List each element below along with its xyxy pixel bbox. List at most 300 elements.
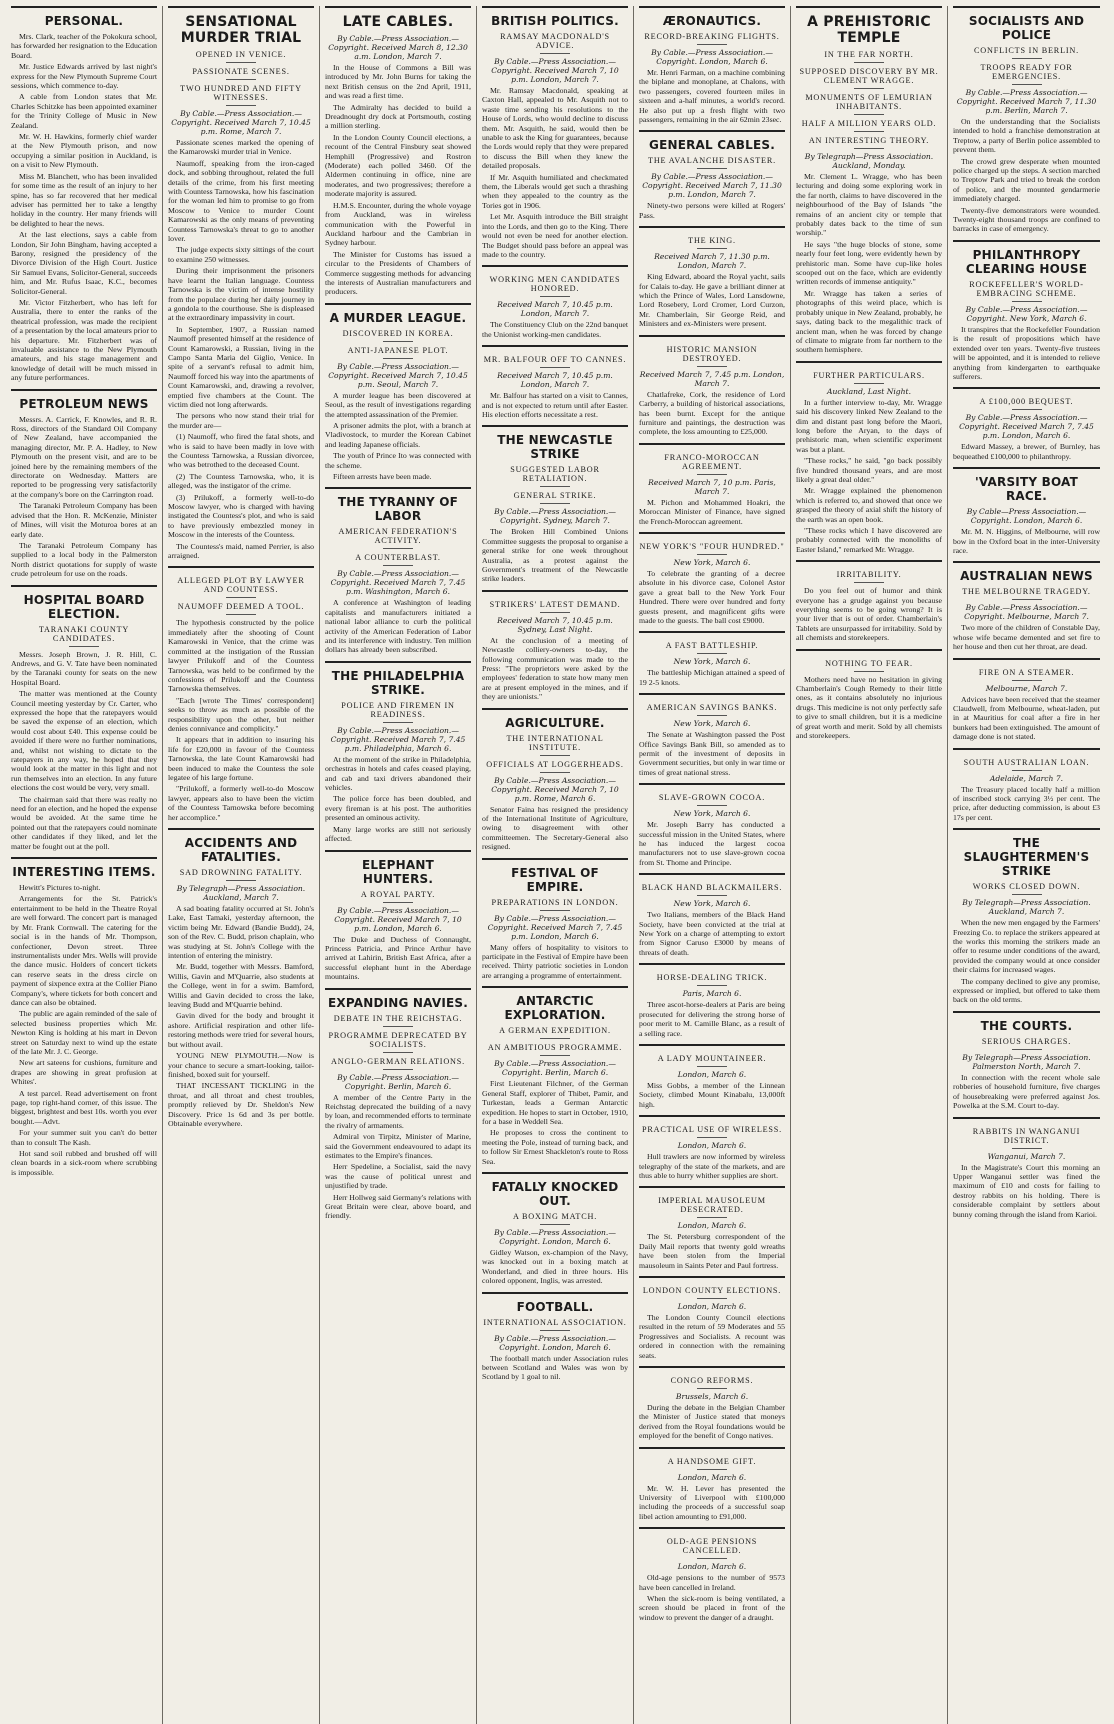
subheading-rule: [540, 1038, 570, 1039]
article-subheading: OPENED IN VENICE.: [195, 50, 287, 59]
dateline: Received March 7, 10 p.m. Paris, March 7.: [648, 477, 776, 496]
article-paragraph: The Minister for Customs has issued a circular to the Presidents of Chambers of Commerce suggesting methods for advancing the interests of Australian manufacturers and producers.: [325, 249, 471, 297]
article-paragraph: The London County Council elections resulted in the return of 59 Moderates and 55 Progressives and Socialists. A recount was ordered in connection with the remaining seats.: [639, 1312, 785, 1360]
column-1: [6, 6, 163, 1724]
article: [325, 850, 471, 982]
subheading-rule: [226, 62, 256, 63]
dateline: New York, March 6.: [673, 899, 751, 909]
article-paragraph: (3) Prilukoff, a formerly well-to-do Moscow lawyer, who is charged with having instigated the Countess's plot, and who is said to have previously embezzled money in Moscow in the interests of the Countess.: [168, 492, 314, 540]
article-heading: AUSTRALIAN NEWS: [960, 569, 1093, 584]
subheading-rule: [697, 1298, 727, 1299]
dateline: Received March 7, 10.45 p.m. London, March 7.: [497, 300, 613, 319]
subheading-rule: [1012, 301, 1042, 302]
article-paragraph: The company declined to give any promise, expressed or implied, but offered to take them back on the old terms.: [953, 976, 1100, 1005]
subheading-rule: [540, 1055, 570, 1056]
article-paragraph: The hypothesis constructed by the police immediately after the shooting of Count Kamarowski in Venice, that the crime was committed at the instigation of the Russian lawyer Prilukoff and of the Countess Tarnowska, was held to be confirmed by the confessions of Prilukoff and the Countess Tarnowska themselves.: [168, 618, 314, 694]
article-paragraph: The chairman said that there was really no need for an election, and he hoped the expense would be avoided. At the same time he pointed out that the ratepayers could nominate other candidates if they liked, and let the matter be fought out at the poll.: [11, 794, 157, 851]
article-paragraph: A murder league has been discovered at Seoul, as the result of investigations regarding the attempted assassination of the Premier.: [325, 390, 471, 419]
article-paragraph: The judge expects sixty sittings of the court to examine 250 witnesses.: [168, 245, 314, 264]
article-paragraph: In connection with the recent whole sale robberies of household furniture, five charges of housebreaking were preferred against Jos. Powelka at the S.M. Court to-day.: [953, 1072, 1100, 1111]
article: [639, 693, 785, 777]
article-paragraph: It appears that in addition to insuring his life for £20,000 in favour of the Countess Tarnowska, the late Count Kamarowski had been induced to make the Countess the sole legatee of his large fortune.: [168, 735, 314, 782]
article-subheading: PRACTICAL USE OF WIRELESS.: [642, 1125, 782, 1135]
subheading-rule: [226, 105, 256, 106]
article-paragraph: The youth of Prince Ito was connected with the scheme.: [325, 451, 471, 470]
article-subheading: A HANDSOME GIFT.: [667, 1456, 757, 1466]
dateline: By Cable.—Press Association.—Copyright. Received March 7, 11.30 p.m. Berlin, March 7.: [956, 88, 1097, 115]
article-subheading: IMPERIAL MAUSOLEUM DESECRATED.: [658, 1196, 766, 1215]
article-paragraph: The Senate at Washington passed the Post Office Savings Bank Bill, so amended as to permit of the investment of deposits in Government securities, but only in war time or times of great national stress.: [639, 730, 785, 777]
article-paragraph: When the new men engaged by the Farmers' Freezing Co. to replace the strikers appeared at the works this morning the strikers made an offer to resume under conditions of the award, provided the company would at once consider their claims for increased wages.: [953, 918, 1100, 975]
article: [325, 303, 471, 482]
column-7: [948, 6, 1105, 1724]
dateline: Melbourne, March 7.: [985, 683, 1068, 693]
article-subheading: SERIOUS CHARGES.: [981, 1036, 1072, 1046]
article-subheading: INTERNATIONAL ASSOCIATION.: [483, 1317, 627, 1327]
article-paragraph: A test parcel. Read advertisement on front page, top right-hand corner, of this issue. The biggest, brightest and best 10s. worth you ever bought.—Advt.: [11, 1088, 157, 1126]
dateline: Received March 7, 7.45 p.m. London, March 7.: [639, 369, 785, 388]
article: [953, 387, 1100, 461]
article-paragraph: Hot sand soil rubbed and brushed off will clean boards in a sick-room where scrubbing is impossible.: [11, 1149, 157, 1177]
dateline: By Cable.—Press Association.—Copyright. Melbourne, March 7.: [964, 603, 1089, 622]
article-paragraph: Advices have been received that the steamer Claudwell, from Melbourne, wheat-laden, put in at Mauritius for coal after a fire in her bunkers had been extinguished. The amount of damage done is not stated.: [953, 694, 1100, 742]
subheading-rule: [383, 1052, 413, 1053]
article-subheading: LONDON COUNTY ELECTIONS.: [642, 1285, 782, 1295]
article-heading: A PREHISTORIC TEMPLE: [807, 14, 931, 46]
subheading-rule: [383, 565, 413, 566]
subheading-rule: [69, 646, 99, 647]
dateline: By Cable.—Press Association.—Copyright. Received March 7, 10 p.m. London, March 6.: [334, 905, 462, 933]
article: [639, 631, 785, 687]
article-subheading: A BOXING MATCH.: [512, 1211, 598, 1221]
article-paragraph: For your summer suit you can't do better than to consult The Kash.: [11, 1128, 157, 1147]
article-subheading: OFFICIALS AT LOGGERHEADS.: [486, 759, 624, 769]
dateline: By Cable.—Press Association.—Copyright. Received March 7, 7.45 p.m. Philadelphia, March 6.: [330, 725, 466, 753]
article-heading: THE TYRANNY OF LABOR: [337, 495, 459, 524]
article-subheading: THE KING.: [688, 236, 736, 246]
article-subheading: CONGO REFORMS.: [670, 1376, 754, 1385]
article-paragraph: Mr. Wragge has taken a series of photographs of this weird place, which is probably unique in New Zealand, probably, he says, dating back to the megalithic track of ancient man, when he was forced by change of climate to migrate from far northern to the southern hemisphere.: [796, 288, 942, 355]
subheading-rule: [383, 722, 413, 723]
article: [482, 6, 628, 259]
subheading-rule: [383, 341, 413, 342]
article-subheading: PASSIONATE SCENES.: [192, 67, 290, 76]
subheading-rule: [697, 1066, 727, 1067]
article-paragraph: Mrs. Clark, teacher of the Pokokura school, has forwarded her resignation to the Education Board.: [11, 32, 157, 60]
column-6: [791, 6, 948, 1724]
article-paragraph: Messrs. Joseph Brown, J. R. Hill, C. Andrews, and G. V. Tate have been nominated by the Taranaki county for seats on the new Hospital Board.: [11, 649, 157, 687]
article-heading: INTERESTING ITEMS.: [12, 865, 156, 880]
article-subheading: POLICE AND FIREMEN IN READINESS.: [341, 700, 455, 719]
article: [953, 467, 1100, 555]
article-subheading: MR. BALFOUR OFF TO CANNES.: [483, 355, 627, 365]
article: [953, 6, 1100, 234]
dateline: By Telegraph—Press Association. Auckland, Monday.: [804, 152, 934, 170]
subheading-rule: [1012, 1148, 1042, 1149]
subheading-rule: [226, 880, 256, 881]
article-paragraph: The Countess's maid, named Perrier, is also arraigned.: [168, 541, 314, 561]
dateline: London, March 6.: [677, 1141, 747, 1151]
article-subheading: AN INTERESTING THEORY.: [808, 136, 930, 145]
dateline: By Cable—Press Association.—Copyright. London, March 6.: [966, 507, 1087, 526]
article-subheading: TWO HUNDRED AND FIFTY WITNESSES.: [180, 84, 302, 102]
article-heading: PHILANTHROPY CLEARING HOUSE: [965, 247, 1088, 276]
subheading-rule: [540, 503, 570, 504]
article-paragraph: Mr. Ramsay Macdonald, speaking at Caxton Hall, appealed to Mr. Asquith not to waste time sending his resolutions to the House of Lords, who would decline to discuss them. Mr. Asquith, he said, would then be unable to ask the King for guarantees, because the Lords would reply that they were prepared to discuss the Bill when they knew the detailed proposals.: [482, 86, 628, 171]
article-paragraph: Fifteen arrests have been made.: [333, 472, 432, 481]
subheading-rule: [1012, 894, 1042, 895]
article-paragraph: New art sateens for cushions, furniture and drapes are showing in great profusion at Whites'.: [11, 1058, 157, 1087]
dateline: By Cable.—Press Association.—Copyright. London, March 6.: [651, 48, 773, 66]
article: [639, 1447, 785, 1522]
article: [325, 487, 471, 654]
article-heading: HOSPITAL BOARD ELECTION.: [23, 592, 145, 621]
article-subheading: THE AVALANCHE DISASTER.: [648, 156, 776, 166]
article-paragraph: To celebrate the granting of a decree absolute in his divorce case, Colonel Astor gave a great ball to the New York Four Hundred. There were over hundred and forty guests present, and magnificent gifts were made to the guests. The ball cost £9000.: [639, 568, 785, 625]
article-paragraph: Naumoff, speaking from the iron-caged dock, and sobbing throughout, related the full details of the crime, from his first meeting with Countess Tarnowska, how his fascination for the woman led him to promise to go from Moscow to Venice to murder Count Kamarowski as the only means of preventing Countess Tarnowska's threat to go to another lover.: [168, 158, 314, 244]
article-heading: FATALLY KNOCKED OUT.: [491, 1179, 619, 1208]
dateline: Received March 7, 11.30 p.m. London, March 7.: [654, 252, 770, 271]
article: [482, 590, 628, 702]
article-subheading: FIRE ON A STEAMER.: [978, 667, 1075, 677]
article: [796, 361, 942, 555]
subheading-rule: [540, 486, 570, 487]
subheading-rule: [383, 548, 413, 549]
article-heading: AGRICULTURE.: [505, 715, 605, 730]
dateline: By Telegraph—Press Association. Auckland, March 7.: [176, 884, 306, 902]
subheading-rule: [1012, 680, 1042, 681]
article-paragraph: In the London County Council elections, a recount of the Central Finsbury seat showed Hemphill (Progressive) and Rostron (Moderate) each polled 3460. Of the Aldermen continuing in office, nine are moderates, and two progressives; therefore a moderate majority is assured.: [325, 132, 471, 199]
article-subheading: THE INTERNATIONAL INSTITUTE.: [506, 733, 604, 752]
article-heading: THE COURTS.: [980, 1018, 1073, 1033]
article-paragraph: The football match under Association rules between Scotland and Wales was won by Scotland by 1 goal to nil.: [482, 1353, 628, 1382]
article-heading: PERSONAL.: [44, 14, 124, 28]
article: [639, 532, 785, 625]
subheading-rule: [697, 1137, 727, 1138]
article: [639, 1115, 785, 1180]
article-paragraph: King Edward, aboard the Royal yacht, sails for Calais to-day. He gave a brilliant dinner at which the Prince of Wales, Lord Lansdowne, Lord Rosebery, Lord Cromer, Lord Curzon, Mr. Chamberlain, Sir George Reid, and Ministers and ex-Ministers were present.: [639, 272, 785, 329]
subheading-rule: [854, 131, 884, 132]
article: [639, 873, 785, 957]
article: [482, 986, 628, 1166]
article-subheading: PREPARATIONS IN LONDON.: [491, 897, 619, 907]
dateline: London, March 6.: [677, 1069, 747, 1079]
article: [325, 988, 471, 1221]
article-paragraph: Gavin dived for the body and brought it ashore. Artificial respiration and other life-restoring methods were tried for several hours, but without avail.: [168, 1011, 314, 1049]
article-paragraph: Hewitt's Pictures to-night.: [19, 883, 101, 893]
dateline: By Telegraph—Press Association. Auckland, March 7.: [962, 898, 1091, 917]
article-paragraph: (2) The Countess Tarnowska, who, it is alleged, was the instigator of the crime.: [168, 471, 314, 491]
article-heading: SENSATIONAL MURDER TRIAL: [180, 14, 302, 46]
dateline: By Cable.—Press Association.—Copyright. London, March 6.: [494, 1333, 616, 1352]
subheading-rule: [1012, 409, 1042, 410]
article-subheading: SOUTH AUSTRALIAN LOAN.: [963, 757, 1090, 767]
article-heading: SOCIALISTS AND POLICE: [968, 14, 1085, 42]
article-paragraph: Mr. Budd, together with Messrs. Bamford, Willis, Gavin and M'Quarrie, also students at the College, went in for a swim. Bamford, Willis and Gavin decided to cross the lake, leaving Budd and M'Quarrie behind.: [168, 962, 314, 1010]
dateline: By Cable.—Press Association.—Copyright. Berlin, March 6.: [337, 1072, 459, 1091]
article-paragraph: The Duke and Duchess of Connaught, Princess Patricia, and Prince Arthur have arrived at Lahirin, British East Africa, after a successful elephant hunt in the Aberdage mountains.: [325, 934, 471, 982]
article: [953, 828, 1100, 1005]
article: [796, 6, 942, 355]
article-subheading: FURTHER PARTICULARS.: [813, 370, 925, 380]
article-paragraph: The public are again reminded of the sale of selected business properties which Mr. Newton King is holding at his mart in Devon street on Saturday next to wind up the estate of the late Mr. J. C. George.: [11, 1009, 157, 1056]
article-paragraph: During the debate in the Belgian Chamber the Minister of Justice stated that moneys derived from the Royal foundations would be employed for the benefit of Congo natives.: [639, 1403, 785, 1441]
article-paragraph: Edward Massey, a brewer, of Burnley, has bequeathed £100,000 to philanthropy.: [953, 442, 1100, 461]
article-subheading: TROOPS READY FOR EMERGENCIES.: [980, 63, 1073, 81]
article: [168, 6, 314, 560]
article-subheading: HALF A MILLION YEARS OLD.: [801, 119, 937, 128]
article-paragraph: A sad boating fatality occurred at St. John's Lake, East Tamaki, yesterday afternoon, the victim being Mr. Edward (Bandie Budd), 24, son of the Rev. C. Budd, prison chaplain, who was studying at St. John's College with the intention of entering the ministry.: [168, 904, 314, 961]
article-subheading: TARANAKI COUNTY CANDIDATES.: [38, 624, 130, 643]
article: [482, 1172, 628, 1286]
article-subheading: ANGLO-GERMAN RELATIONS.: [331, 1056, 465, 1066]
article-paragraph: Mr. Wragge explained the phenomenon which is referred to, and showed that once we grasped the theory of axial shift the history of the earth was an open book.: [796, 486, 942, 524]
subheading-rule: [854, 383, 884, 384]
article-paragraph: Miss M. Blanchett, who has been invalided for some time as the result of an injury to her spine, has so far recovered that her medical adviser has permitted her to take a lengthy holiday in the country. Her many friends will be delighted to hear the news.: [11, 171, 157, 228]
article: [639, 443, 785, 526]
article-paragraph: YOUNG NEW PLYMOUTH.—Now is your chance to secure a smart-looking, tailor-finished, boxed suit for yourself.: [168, 1051, 314, 1079]
subheading-rule: [697, 168, 727, 169]
dateline: New York, March 6.: [673, 657, 751, 667]
article-paragraph: Mr. W. H. Hawkins, formerly chief warder at the New Plymouth prison, and now occupying a similar position in Auckland, is on a visit to New Plymouth.: [11, 132, 157, 170]
article: [639, 1527, 785, 1622]
article-paragraph: At the last elections, says a cable from London, Sir John Bingham, having accepted a Barony, resigned the presidency of the Divorce Division of the High Court. Justice Sir Samuel Evans, Solicitor-General, succeeds him, and Mr. Rufus Isaac, K.C., becomes Solicitor-General.: [11, 230, 157, 296]
subheading-rule: [697, 1388, 727, 1389]
subheading-rule: [697, 474, 727, 475]
article-paragraph: First Lieutenant Filchner, of the German General Staff, explorer of Thibet, Pamir, and Turkestan, leads a German Antarctic expedition. He hopes to start in October, 1910, for a base in Weddell Sea.: [482, 1079, 628, 1126]
article: [953, 240, 1100, 381]
subheading-rule: [854, 148, 884, 149]
article-paragraph: Passionate scenes marked the opening of the Kamarowski murder trial in Venice.: [168, 138, 314, 157]
article-paragraph: Miss Gobbs, a member of the Linnean Society, climbed Mount Kinabalu, 13,000ft high.: [639, 1080, 785, 1109]
article-paragraph: A prisoner admits the plot, with a branch at Vladivostock, to murder the Korean Cabinet and leading Japanese officials.: [325, 420, 471, 449]
article-paragraph: During their imprisonment the prisoners have learnt the Italian language. Countess Tarnowska is the victim of intense hostility from the populace during her daily journey in a gondola to the courthouse. She is displeased at the extraordinary impassivity in court.: [168, 266, 314, 323]
subheading-rule: [540, 367, 570, 368]
subheading-rule: [1012, 58, 1042, 59]
article-subheading: GENERAL STRIKE.: [513, 491, 597, 501]
subheading-rule: [854, 671, 884, 672]
article: [11, 6, 157, 383]
article-paragraph: Arrangements for the St. Patrick's entertainment to be held in the Theatre Royal are well forward. The concert part is managed by Mr. Frank Cornwall. The catering for the social is in the hands of Mr. Thompson, confectioner, Devon street. Three instrumentalists under Mrs. Wells will provide the dance music. Holders of concert tickets can reserve seats in the dress circle on payment of sixpence extra at the Collier Piano Company's, where tickets for both concert and dance can also be obtained.: [11, 894, 157, 1007]
article: [953, 1011, 1100, 1111]
article-paragraph: A conference at Washington of leading capitalists and manufacturers initiated a national labor alliance to curb the political activity of the American Federation of Labor and its interference with industry. Ten million dollars has already been subscribed.: [325, 598, 471, 655]
article: [953, 658, 1100, 742]
subheading-rule: [1012, 1049, 1042, 1050]
subheading-rule: [540, 53, 570, 54]
article-paragraph: Gidley Watson, ex-champion of the Navy, was knocked out in a boxing match at Wonderland, and died in three hours. His colored opponent, Inglis, was arrested.: [482, 1247, 628, 1286]
article-subheading: PROGRAMME DEPRECATED BY SOCIALISTS.: [328, 1030, 468, 1049]
article: [639, 6, 785, 124]
article-paragraph: "These rocks which I have discovered are probably connected with the monoliths of Easter Island," remarked Mr. Wragge.: [796, 526, 942, 554]
dateline: Brussels, March 6.: [675, 1392, 749, 1401]
article: [11, 585, 157, 852]
article: [482, 1292, 628, 1382]
article-subheading: RECORD-BREAKING FLIGHTS.: [644, 32, 780, 41]
article-paragraph: Three ascot-horse-dealers at Paris are being prosecuted for delivering the strong horse of poor merit to M. Camille Blanc, as a result of a selling race.: [639, 1000, 785, 1038]
article-paragraph: On the understanding that the Socialists intended to hold a franchise demonstration at Treptow, a party of Berlin police assembled to prevent them.: [953, 117, 1100, 155]
article-subheading: IRRITABILITY.: [836, 570, 902, 580]
article-paragraph: Mr. Victor Fitzherbert, who has left for Australia, there to enter the ranks of the theatrical profession, was made the recipient of a presentation by the local amateurs prior to his departure. Mr. Fitzherbert was of invaluable assistance to the New Plymouth amateurs, and his stage management and knowledge of detail will be much missed in any future performances.: [11, 297, 157, 383]
subheading-rule: [697, 805, 727, 806]
article-subheading: AN AMBITIOUS PROGRAMME.: [487, 1043, 623, 1053]
dateline: By Cable.—Press Association.—Copyright. Received March 7, 7.45 p.m. Washington, March 6.: [330, 569, 466, 597]
article-heading: GENERAL CABLES.: [649, 138, 775, 153]
article-subheading: SAD DROWNING FATALITY.: [179, 868, 303, 877]
article-paragraph: Two Italians, members of the Black Hand Society, have been convicted at the trial at New York on a charge of attempting to extort from Signor Caruso £3000 by means of threats of death.: [639, 910, 785, 957]
article-subheading: A COUNTERBLAST.: [355, 553, 441, 563]
article-subheading: NOTHING TO FEAR.: [825, 658, 913, 668]
dateline: By Cable.—Press Association.—Copyright. Received March 8, 12.30 a.m. London, March 7.: [328, 34, 468, 61]
article-heading: ELEPHANT HUNTERS.: [362, 857, 434, 886]
article-paragraph: A member of the Centre Party in the Reichstag deprecated the building of a navy by loan, and recommended efforts to terminate the rivalry of armaments.: [325, 1092, 471, 1130]
subheading-rule: [854, 88, 884, 89]
article-subheading: A ROYAL PARTY.: [360, 889, 436, 899]
article: [325, 661, 471, 844]
article-paragraph: Herr Spedeline, a Socialist, said the navy was the cause of political unrest and unjustified by trade.: [325, 1162, 471, 1191]
article: [11, 857, 157, 1177]
article: [639, 1044, 785, 1109]
article-heading: PETROLEUM NEWS: [19, 396, 149, 411]
subheading-rule: [854, 582, 884, 583]
dateline: London, March 6.: [677, 1221, 747, 1231]
article: [639, 226, 785, 328]
article-subheading: WORKS CLOSED DOWN.: [972, 882, 1081, 892]
column-4: [477, 6, 634, 1724]
dateline: Auckland, Last Night.: [827, 386, 911, 396]
article-subheading: A £100,000 BEQUEST.: [979, 397, 1074, 407]
subheading-rule: [854, 62, 884, 63]
article-subheading: NEW YORK'S "FOUR HUNDRED.": [639, 541, 785, 551]
article-paragraph: Do you feel out of humor and think everyone has a grudge against you because everything seems to be going wrong? It is your liver that is out of order. Chamberlain's Tablets are unsurpassed for irritability. Sold by all chemists and storekeepers.: [796, 586, 942, 643]
article: [953, 561, 1100, 651]
article-subheading: NAUMOFF DEEMED A TOOL.: [177, 602, 305, 612]
subheading-rule: [540, 755, 570, 756]
article-subheading: ROCKEFELLER'S WORLD-EMBRACING SCHEME.: [969, 279, 1084, 298]
dateline: By Cable.—Press Association.—Copyright. Received March 7, 10 p.m. London, March 7.: [491, 57, 619, 84]
article: [639, 1276, 785, 1360]
article-subheading: A GERMAN EXPEDITION.: [499, 1026, 611, 1036]
dateline: By Cable.—Press Association.—Copyright. Received March 7, 10.45 p.m. Rome, March 7.: [171, 109, 311, 136]
subheading-rule: [383, 1026, 413, 1027]
article-subheading: MONUMENTS OF LEMURIAN INHABITANTS.: [805, 93, 933, 111]
article-heading: ÆRONAUTICS.: [662, 14, 762, 28]
subheading-rule: [540, 296, 570, 297]
article-paragraph: Messrs. A. Carrick, F. Knowles, and R. R. Ross, directors of the Standard Oil Company of New Zealand, have accompanied the managing director, Mr. P. A. Hadley, to New Plymouth on the present visit, and are to be joined here by the remaining members of the directorate on Wednesday. Matters are reported to be progressing very satisfactorily at the company's bore on the Carrington road.: [11, 414, 157, 499]
article-paragraph: It transpires that the Rockefeller Foundation is the result of propositions which have extended over ten years. Twenty-five trustees will be appointed, and it is intended to relieve anything from kindergarten to earthquake sufferers.: [953, 324, 1100, 381]
article: [639, 783, 785, 867]
article-paragraph: He says "the huge blocks of stone, some nearly four feet long, were evidently hewn by prehistoric man. Some have cup-like holes scooped out on the face, which are evidently written records of immense antiquity.": [796, 239, 942, 287]
article-heading: ANTARCTIC EXPLORATION.: [504, 994, 606, 1023]
subheading-rule: [697, 1558, 727, 1559]
article-paragraph: Hull trawlers are now informed by wireless telegraphy of the state of the markets, and are thus able to hurry whither supplies are short.: [639, 1152, 785, 1180]
article-subheading: DISCOVERED IN KOREA.: [342, 328, 454, 338]
subheading-rule: [383, 1069, 413, 1070]
article-paragraph: M. Pichon and Mohammed Hoakri, the Moroccan Minister of Finance, have signed the French-Moroccan agreement.: [639, 497, 785, 526]
dateline: Received March 7, 10.45 p.m. London, March 7.: [497, 371, 613, 390]
article-subheading: DEBATE IN THE REICHSTAG.: [333, 1013, 463, 1023]
article-subheading: CONFLICTS IN BERLIN.: [974, 46, 1079, 55]
article-subheading: SUPPOSED DISCOVERY BY MR. CLEMENT WRAGGE.: [799, 67, 939, 85]
subheading-rule: [540, 1330, 570, 1331]
article-paragraph: The Admiralty has decided to build a Dreadnought dry dock at Portsmouth, costing a million sterling.: [325, 102, 471, 131]
dateline: By Cable.—Press Association.—Copyright. Received March 7, 7.45 p.m. London, March 6.: [487, 913, 623, 941]
article-heading: THE NEWCASTLE STRIKE: [497, 433, 613, 462]
subheading-rule: [540, 1224, 570, 1225]
article-subheading: ANTI-JAPANESE PLOT.: [347, 345, 449, 355]
article-paragraph: In the House of Commons a Bill was introduced by Mr. John Burns for taking the next British census on the 2nd April, 1911, and was read a first time.: [325, 63, 471, 101]
subheading-rule: [697, 1217, 727, 1218]
article: [639, 1366, 785, 1441]
article: [639, 130, 785, 220]
subheading-rule: [697, 44, 727, 45]
dateline: London, March 6.: [677, 1562, 747, 1572]
article-paragraph: The battleship Michigan attained a speed of 19 2-5 knots.: [639, 668, 785, 687]
article: [325, 6, 471, 297]
article-paragraph: (1) Naumoff, who fired the fatal shots, and who is said to have been madly in love with the Countess Tarnowska, a Russian divorcee, who was betrothed to the deceased Count.: [168, 432, 314, 470]
subheading-rule: [226, 79, 256, 80]
article: [482, 858, 628, 981]
column-5: [634, 6, 791, 1724]
article-paragraph: THAT INCESSANT TICKLING in the throat, and all throat and chest troubles, promptly relieved by Dr. Sheldon's New Discovery. Price 1s 6d and 3s per bottle. Obtainable everywhere.: [168, 1081, 314, 1128]
article-paragraph: The crowd grew desperate when mounted police charged up the steps. A section marched to Treptow Park and tried to break the cordon of police, and the mounted gendarmerie immediately charged.: [953, 156, 1100, 204]
article-paragraph: In a further interview to-day, Mr. Wragge said his discovery linked New Zealand to the dim and distant past long before the Maori, long before the Aryan, to the days of prehistoric man, when scientific experiment was but a plant.: [796, 397, 942, 454]
article-paragraph: H.M.S. Encounter, during the whole voyage from Auckland, was in wireless communication with the Powerful in Auckland harbour and the Cambrian in Sydney harbour.: [325, 200, 471, 248]
dateline: Paris, March 6.: [682, 989, 742, 999]
article-paragraph: Admiral von Tirpitz, Minister of Marine, said the Government endeavoured to adapt its estimates to the Empire's finances.: [325, 1132, 471, 1160]
article-paragraph: The Taranaki Petroleum Company has been advised that the Hon. R. McKenzie, Minister of Mines, will visit the Moturoa bores at an early date.: [11, 501, 157, 539]
article-paragraph: Old-age pensions to the number of 9573 have been cancelled in Ireland.: [639, 1573, 785, 1592]
subheading-rule: [226, 614, 256, 615]
subheading-rule: [383, 358, 413, 359]
article-subheading: OLD-AGE PENSIONS CANCELLED.: [666, 1537, 758, 1556]
article-paragraph: In September, 1907, a Russian named Naumoff presented himself at the residence of Count Kamarowski, a Russian, living in the Campo Santa Maria del Giglio, Venice. In spite of a servant's refusal to admit him, Naumoff forced his way into the apartments of Count Kamarowski, and, drawing a revolver, emptied five chambers at the Count. The victim died not long afterwards.: [168, 324, 315, 409]
article-paragraph: Twenty-five demonstrators were wounded. Twenty-eight thousand troops are confined to barracks in case of emergency.: [953, 205, 1100, 234]
dateline: By Cable.—Press Association.—Copyright. Received March 7, 10 p.m. Rome, March 6.: [491, 775, 619, 803]
article-paragraph: Many large works are still not seriously affected.: [325, 824, 471, 844]
article-paragraph: Senator Faina has resigned the presidency of the International Institute of Agriculture, owing to disagreement with other committeemen. The Secretary-General also resigned.: [482, 804, 628, 852]
article-paragraph: The Broken Hill Combined Unions Committee suggests the proposal to organise a general strike for one week throughout Australia, as a protest against the Government's treatment of the Newcastle strike leaders.: [482, 527, 628, 584]
dateline: New York, March 6.: [673, 809, 751, 819]
subheading-rule: [697, 248, 727, 249]
subheading-rule: [697, 985, 727, 986]
subheading-rule: [697, 554, 727, 555]
article-paragraph: The police force has been doubled, and every fireman is at his post. The authorities presented an ominous activity.: [325, 794, 471, 823]
article-paragraph: The matter was mentioned at the County Council meeting yesterday by Cr. Carter, who expressed the hope that the ratepayers would be saved the expense of an election, which would cost about £40. This expense could be avoided if there were no further nominations, and, whilst not wishing to dictate to the ratepayers in any way, he hoped that they would look at the matter in this light and not run themselves into an election. In any future elections the cost would be very, very small.: [11, 689, 157, 793]
dateline: By Cable.—Press Association.—Copyright. Received March 7, 7.45 p.m. London, March 6.: [959, 413, 1094, 441]
article: [639, 335, 785, 437]
article-paragraph: "These rocks," he said, "go back possibly five hundred thousand years, and are most likely a great deal older.": [796, 456, 942, 484]
article-heading: ACCIDENTS AND FATALITIES.: [184, 836, 298, 864]
dateline: New York, March 6.: [673, 719, 751, 729]
article-subheading: RAMSAY MACDONALD'S ADVICE.: [500, 32, 610, 50]
subheading-rule: [1012, 599, 1042, 600]
dateline: By Cable.—Press Association.—Copyright. New York, March 6.: [965, 304, 1088, 323]
article-heading: FOOTBALL.: [516, 1299, 594, 1314]
article-paragraph: Mr. Justice Edwards arrived by last night's express for the New Plymouth Supreme Court sessions, which commence to-day.: [11, 62, 157, 91]
dateline: London, March 6.: [677, 1472, 747, 1482]
article: [482, 345, 628, 419]
article: [482, 708, 628, 852]
article-paragraph: Mr. Balfour has started on a visit to Cannes, and is not expected to return until after Easter. His election efforts necessitate a rest.: [482, 391, 628, 419]
article-paragraph: Mr. Joseph Barry has conducted a successful mission in the United States, where he has induced the largest cocoa manufacturers not to use slave-grown cocoa from St. Thome and Principe.: [639, 820, 785, 867]
article-subheading: A FAST BATTLESHIP.: [665, 641, 759, 651]
article: [168, 828, 314, 1128]
article-subheading: STRIKERS' LATEST DEMAND.: [489, 599, 621, 609]
article: [953, 748, 1100, 823]
article-paragraph: Mr. W. H. Lever has presented the University of Liverpool with £100,000 including the proceeds of a successful soap libel action amounting to £91,000.: [639, 1483, 785, 1521]
article-subheading: AMERICAN FEDERATION'S ACTIVITY.: [338, 527, 458, 546]
article: [796, 560, 942, 642]
